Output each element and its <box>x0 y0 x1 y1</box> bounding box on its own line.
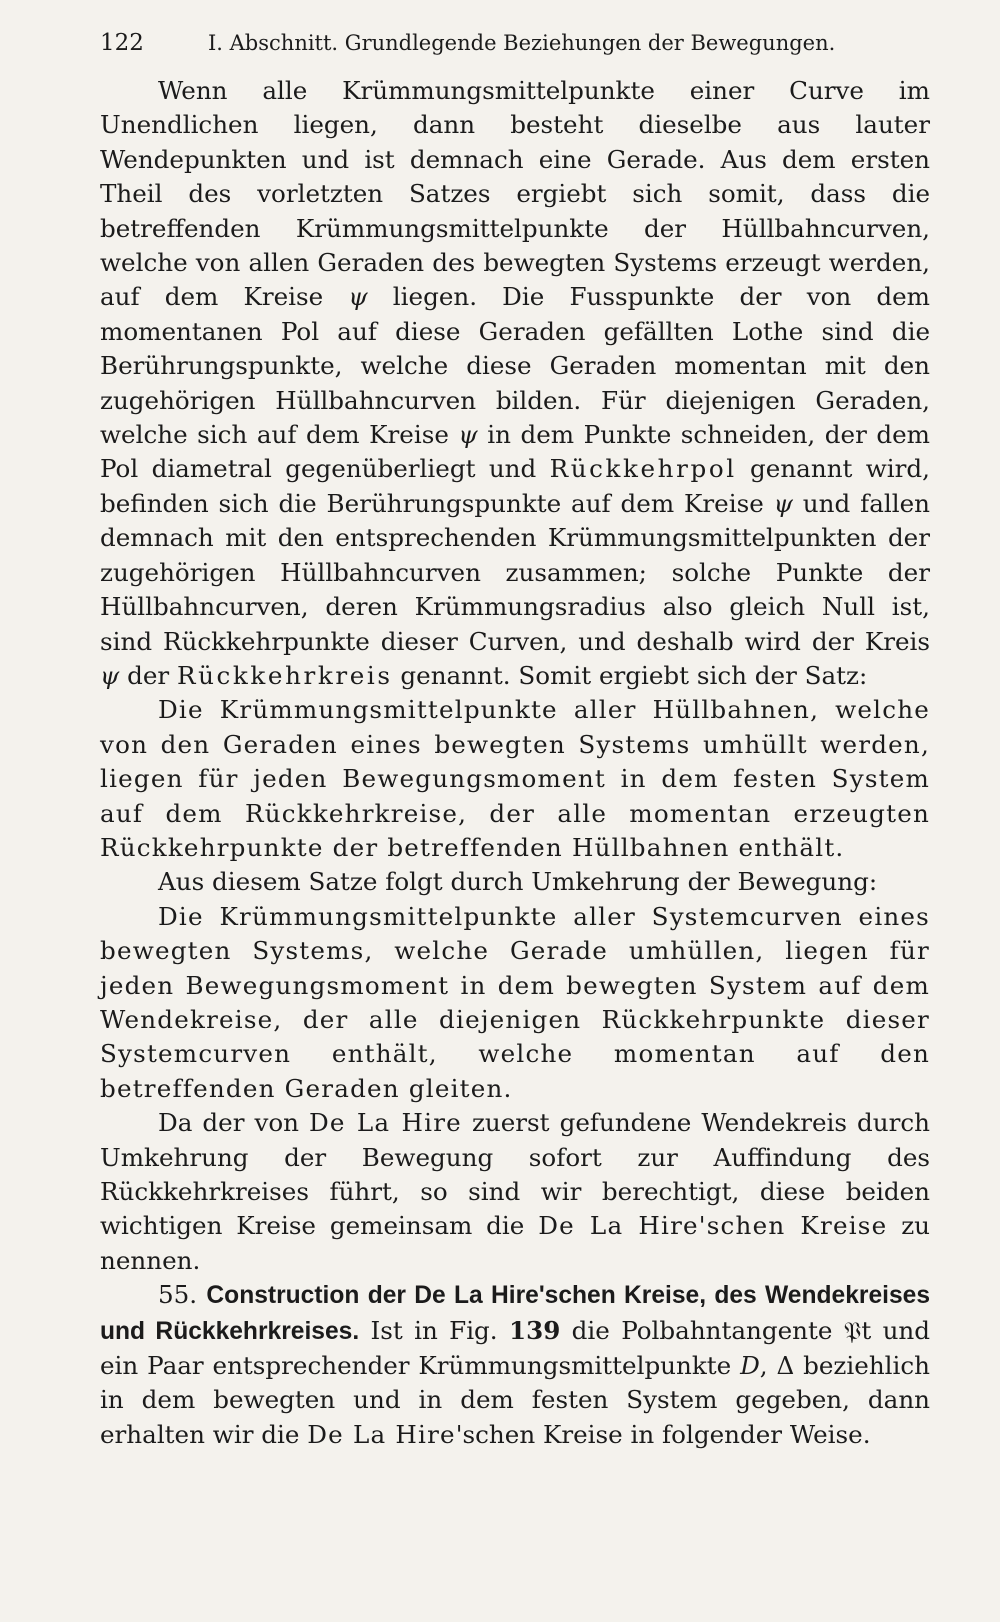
theorem-2 <box>100 900 930 1106</box>
term-de-la-hire-kreise: De La Hire'schen Kreise <box>538 1211 888 1241</box>
p1-text-7: genannt. Somit ergiebt sich der Satz: <box>392 660 868 690</box>
pt-symbol: 𝔓t <box>843 1315 872 1345</box>
p5-text-3: zu nennen. <box>100 1211 930 1275</box>
p5-text-2: zuerst gefundene Wendekreis durch Umkehrung der Bewegung sofort zur Auffindung des Rückkehrkreises führt, so sind wir berechtigt, diese beiden wichtigen Kreise gemeinsam die <box>100 1108 930 1241</box>
p1-text-5: und fallen demnach mit den entsprechenden Krümmungsmittelpunkten der zugehörigen Hüllbahncurven zusammen; solche Punkte der Hüllbahncurven, deren Krümmungsradius also gleich Null ist, sind Rückkehrpunkte dieser Curven, und deshalb wird der Kreis <box>100 488 930 656</box>
d-symbol: D <box>740 1351 760 1381</box>
psi-symbol: ψ <box>100 660 120 690</box>
p6-text-1: Ist in Fig. <box>359 1315 509 1345</box>
running-title: I. Abschnitt. Grundlegende Beziehungen der Bewegungen. <box>208 31 836 55</box>
page-number: 122 <box>100 30 144 56</box>
p1-text-2: liegen. Die Fusspunkte der von dem momentanen Pol auf diese Geraden gefällten Lothe sind die Berührungspunkte, welche diese Geraden momentan mit den zugehörigen Hüllbahncurven bilden. Für diejenigen Geraden, welche sich auf dem Kreise <box>100 282 930 450</box>
term-rueckkehrpol: Rückkehrpol <box>549 454 737 484</box>
p1-text-3: in dem Punkte schneiden, der dem Pol diametral gegenüberliegt und <box>100 420 931 484</box>
p6-text-6: 'schen Kreise in folgender Weise. <box>455 1419 871 1449</box>
section-number: 55. <box>158 1280 198 1310</box>
psi-symbol: ψ <box>348 282 368 312</box>
psi-symbol: ψ <box>773 488 793 518</box>
section-55 <box>100 1278 930 1452</box>
p1-text-6: der <box>119 660 177 690</box>
p6-text-3: und ein Paar entsprechender Krümmungsmittelpunkte <box>100 1315 930 1381</box>
psi-symbol: ψ <box>458 420 478 450</box>
p1-text-4: genannt wird, befinden sich die Berührungspunkte auf dem Kreise <box>100 454 930 518</box>
theorem-1 <box>100 693 930 865</box>
name-de-la-hire: De La Hire <box>307 1419 456 1449</box>
figure-ref: 139 <box>508 1315 561 1345</box>
p5-text-1: Da der von <box>158 1108 310 1138</box>
page-header <box>100 30 930 56</box>
theorem-1-text: Die Krümmungsmittelpunkte aller Hüllbahnen, welche von den Geraden eines bewegten Systems umhüllt werden, liegen für jeden Bewegungsmoment in dem festen System auf dem Rückkehrkreise, der alle momentan erzeugten Rückkehrpunkte der betreffenden Hüllbahnen enthält. <box>100 695 930 862</box>
theorem-2-text: Die Krümmungsmittelpunkte aller Systemcurven eines bewegten Systems, welche Gerade umhüllen, liegen für jeden Bewegungsmoment in dem bewegten System auf dem Wendekreise, der alle diejenigen Rückkehrpunkte dieser Systemcurven enthält, welche momentan auf den betreffenden Geraden gleiten. <box>100 901 930 1103</box>
section-heading: Construction der De La Hire'schen Kreise, des Wendekreises und Rückkehrkreises. <box>100 1282 930 1345</box>
paragraph-1 <box>100 74 930 693</box>
p6-text-2: die Polbahntangente <box>560 1315 844 1345</box>
p6-text-4: , <box>759 1351 777 1381</box>
paragraph-5 <box>100 1106 930 1278</box>
p1-text-1: Wenn alle Krümmungsmittelpunkte einer Curve im Unendlichen liegen, dann besteht dieselbe aus lauter Wendepunkten und ist demnach eine Gerade. Aus dem ersten Theil des vorletzten Satzes ergiebt sich somit, dass die betreffenden Krümmungsmittelpunkte der Hüllbahncurven, welche von allen Geraden des bewegten Systems erzeugt werden, auf dem Kreise <box>100 76 930 312</box>
paragraph-3 <box>100 865 930 899</box>
p3-text: Aus diesem Satze folgt durch Umkehrung der Bewegung: <box>158 867 878 897</box>
delta-symbol: Δ <box>776 1351 795 1381</box>
p6-text-5: beziehlich in dem bewegten und in dem festen System gegeben, dann erhalten wir die <box>100 1351 930 1449</box>
term-rueckkehrkreis: Rückkehrkreis <box>177 660 393 690</box>
name-de-la-hire: De La Hire <box>309 1108 462 1138</box>
